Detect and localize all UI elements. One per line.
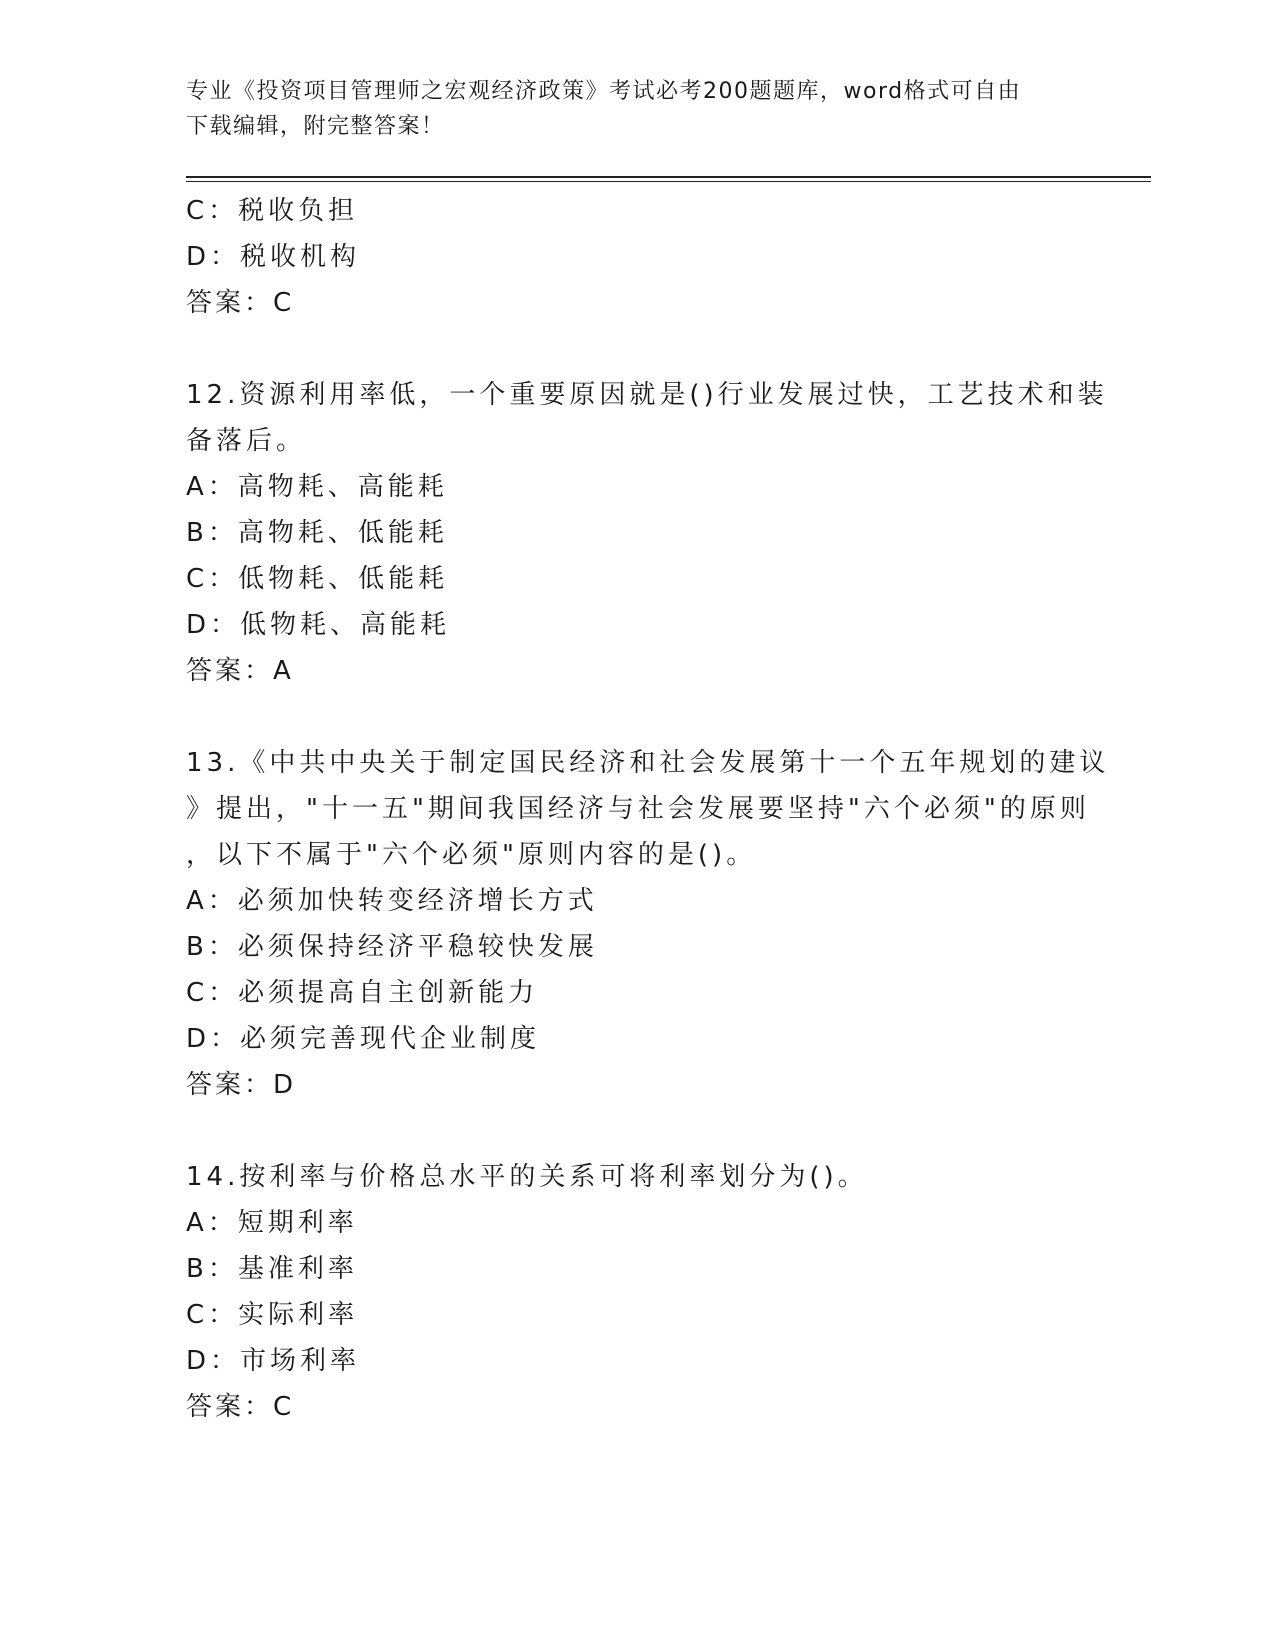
answer: 答案：D xyxy=(186,1070,297,1100)
partial-question xyxy=(186,188,1106,326)
question-text-line: ，以下不属于"六个必须"原则内容的是()。 xyxy=(186,840,757,870)
question-text-line: 备落后。 xyxy=(186,426,307,456)
answer: 答案：C xyxy=(186,1392,295,1422)
option-c: C：税收负担 xyxy=(186,196,359,226)
question-12 xyxy=(186,372,1106,694)
question-13 xyxy=(186,740,1110,1108)
option-b: B：基准利率 xyxy=(186,1254,358,1284)
option-c: C：低物耗、低能耗 xyxy=(186,564,449,594)
option-b: B：必须保持经济平稳较快发展 xyxy=(186,932,598,962)
answer: 答案：A xyxy=(186,656,294,686)
option-d: D：必须完善现代企业制度 xyxy=(186,1024,541,1054)
option-d: D：税收机构 xyxy=(186,242,361,272)
question-text-line: 12.资源利用率低，一个重要原因就是()行业发展过快，工艺技术和装 xyxy=(186,380,1108,410)
header-line-2: 下载编辑，附完整答案！ xyxy=(186,114,445,139)
question-text-line: 》提出，"十一五"期间我国经济与社会发展要坚持"六个必须"的原则 xyxy=(186,794,1090,824)
question-14 xyxy=(186,1154,1106,1430)
document-header xyxy=(186,74,1066,144)
question-list xyxy=(186,188,1110,1430)
question-text-line: 13.《中共中央关于制定国民经济和社会发展第十一个五年规划的建议 xyxy=(186,748,1110,778)
option-a: A：高物耗、高能耗 xyxy=(186,472,448,502)
question-text-line: 14.按利率与价格总水平的关系可将利率划分为()。 xyxy=(186,1162,868,1192)
option-b: B：高物耗、低能耗 xyxy=(186,518,448,548)
option-c: C：必须提高自主创新能力 xyxy=(186,978,539,1008)
option-d: D：低物耗、高能耗 xyxy=(186,610,451,640)
option-c: C：实际利率 xyxy=(186,1300,359,1330)
option-a: A：必须加快转变经济增长方式 xyxy=(186,886,598,916)
header-line-1: 专业《投资项目管理师之宏观经济政策》考试必考200题题库，word格式可自由 xyxy=(186,79,1022,104)
answer: 答案：C xyxy=(186,288,295,318)
option-a: A：短期利率 xyxy=(186,1208,358,1238)
header-divider xyxy=(186,176,1151,182)
option-d: D：市场利率 xyxy=(186,1346,361,1376)
